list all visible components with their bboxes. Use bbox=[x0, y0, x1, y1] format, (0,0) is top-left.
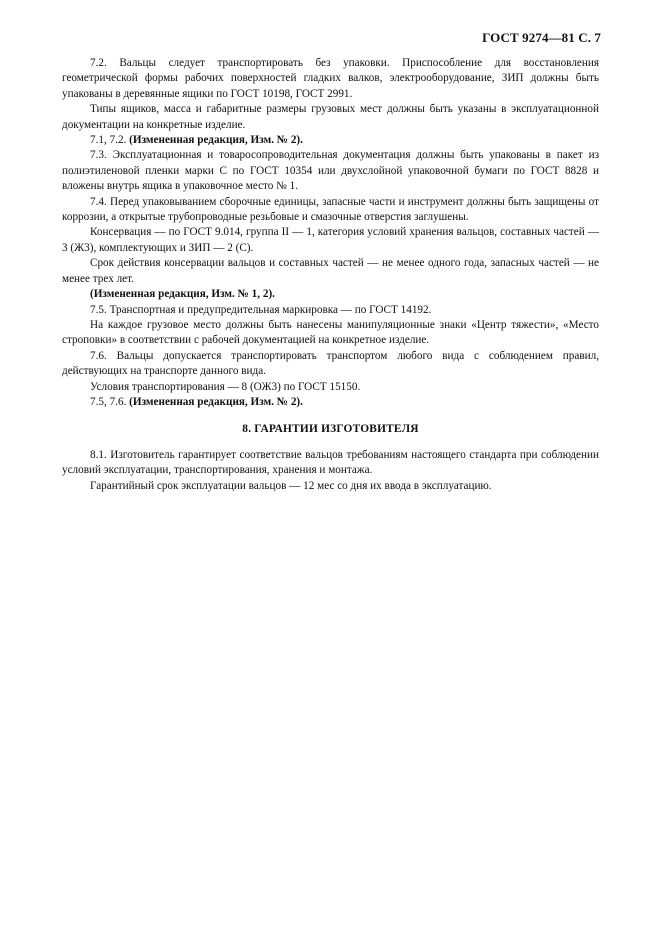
paragraph-conservation: Консервация — по ГОСТ 9.014, группа II — 1, категория условий хранения вальцов, составных частей — 3 (Ж3), комплектующих и ЗИП — 2 (С). bbox=[62, 226, 599, 254]
running-head: ГОСТ 9274—81 С. 7 bbox=[482, 30, 601, 45]
paragraph-7-3: 7.3. Эксплуатационная и товаросопроводительная документация должны быть упакованы в пакет из полиэтиленовой пленки марки С по ГОСТ 10354 или двухслойной упаковочной бумаги по ГОСТ 8828 и вложены внутрь ящика в упаковочное место № 1. bbox=[62, 149, 599, 193]
paragraph-box-types: Типы ящиков, масса и габаритные размеры грузовых мест должны быть указаны в эксплуатационной документации на конкретные изделие. bbox=[62, 103, 599, 131]
paragraph-warranty-term: Гарантийный срок эксплуатации вальцов — 12 мес со дня их ввода в эксплуатацию. bbox=[90, 479, 492, 492]
document-body bbox=[62, 56, 599, 494]
paragraph-7-5: 7.5. Транспортная и предупредительная маркировка — по ГОСТ 14192. bbox=[90, 303, 432, 316]
amendment-label: (Измененная редакция, Изм. № 2). bbox=[129, 134, 303, 147]
paragraph-8-1: 8.1. Изготовитель гарантирует соответствие вальцов требованиям настоящего стандарта при соблюдении условий эксплуатации, транспортирования, хранения и монтажа. bbox=[62, 448, 599, 477]
amendment-label: (Измененная редакция, Изм. № 2). bbox=[129, 395, 303, 408]
amendment-ref: 7.5, 7.6. bbox=[90, 395, 130, 408]
amendment-note-7-5-7-6 bbox=[62, 395, 599, 410]
paragraph-7-6: 7.6. Вальцы допускается транспортировать транспортом любого вида с соблюдением правил, действующих на транспорте данного вида. bbox=[62, 349, 599, 378]
paragraph-transport-conditions: Условия транспортирования — 8 (ОЖ3) по ГОСТ 15150. bbox=[90, 380, 361, 393]
amendment-note-7-1-7-2 bbox=[62, 133, 599, 148]
paragraph-conservation-term: Срок действия консервации вальцов и составных частей — не менее одного года, запасных частей — не менее трех лет. bbox=[62, 257, 599, 285]
amendment-note-1-2: (Измененная редакция, Изм. № 1, 2). bbox=[90, 288, 275, 301]
paragraph-7-4: 7.4. Перед упаковыванием сборочные единицы, запасные части и инструмент должны быть защищены от коррозии, а открытые трубопроводные резьбовые и смазочные отверстия заглушены. bbox=[62, 195, 599, 224]
section-8-title: 8. ГАРАНТИИ ИЗГОТОВИТЕЛЯ bbox=[242, 423, 419, 436]
amendment-ref: 7.1, 7.2. bbox=[90, 134, 130, 147]
paragraph-handling-marks: На каждое грузовое место должны быть нанесены манипуляционные знаки «Центр тяжести», «Место строповки» в соответствии с рабочей документацией на конкретное изделие. bbox=[62, 318, 599, 347]
paragraph-7-2: 7.2. Вальцы следует транспортировать без упаковки. Приспособление для восстановления геометрической формы рабочих поверхностей гладких валков, электрооборудование, ЗИП должны быть упакованы в деревянные ящики по ГОСТ 10198, ГОСТ 2991. bbox=[62, 57, 599, 100]
